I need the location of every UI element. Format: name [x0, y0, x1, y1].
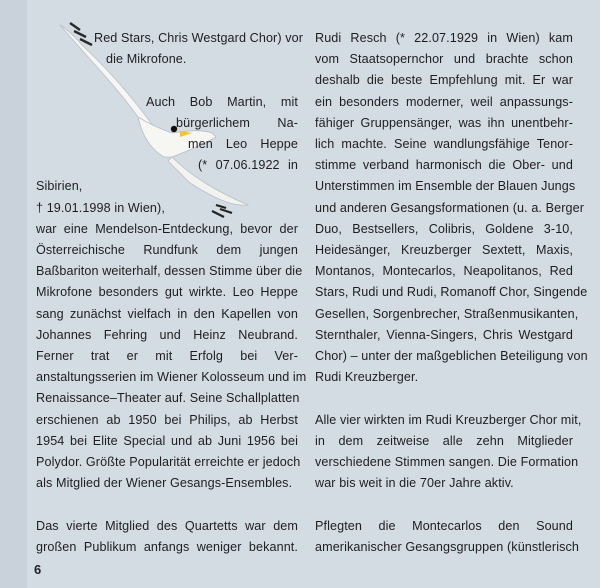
text-line: Unterstimmen im Ensemble der Blauen Jungs — [315, 179, 576, 194]
text-line: Gesellen, Sorgenbrecher, Straßenmusikanten, — [315, 306, 579, 321]
text-line: Duo, Bestsellers, Colibris, Goldene 3-10, — [315, 221, 573, 236]
page-number: 6 — [34, 562, 42, 577]
text-line: bürgerlichem Na- — [176, 115, 298, 130]
text-line: Auch Bob Martin, mit — [146, 94, 298, 109]
text-line: erschienen ab 1950 bei Philips, ab Herbst — [36, 412, 298, 427]
text-line: amerikanischer Gesangsgruppen (künstlerisch — [315, 539, 579, 554]
text-line: und anderen Gesangsformationen (u. a. Berger — [315, 200, 585, 215]
text-line: Chor) – unter der maßgeblichen Beteiligung von — [315, 349, 588, 364]
text-line: Rudi Kreuzberger. — [315, 370, 419, 385]
text-line: Das vierte Mitglied des Quartetts war dem — [36, 518, 298, 533]
left-paragraph-2 — [36, 92, 307, 495]
text-line: fähiger Gruppensänger, was ihn unentbehr- — [315, 115, 573, 130]
right-text-column — [315, 28, 588, 558]
text-line: verschiedene Stimmen sangen. Die Formation — [315, 455, 579, 470]
text-line: Montanos, Montecarlos, Neapolitanos, Red — [315, 264, 573, 279]
text-line: Red Stars, Chris Westgard Chor) vor — [94, 31, 304, 45]
text-line: vom Staatsopernchor und brachte schon — [315, 52, 573, 67]
text-line: Sternthaler, Vienna-Singers, Chris Westgard — [315, 327, 573, 342]
right-paragraph-3 — [315, 516, 579, 558]
text-line: Baßbariton weiterhalf, dessen Stimme über die — [36, 264, 303, 279]
text-line: Pflegten die Montecarlos den Sound — [315, 518, 573, 533]
left-paragraph-1 — [36, 28, 304, 70]
text-line: 1954 bei Elite Special und ab Juni 1956 bei — [36, 433, 298, 448]
text-line: war bis weit in die 70er Jahre aktiv. — [315, 476, 514, 491]
text-line: lich machte. Seine wandlungsfähige Tenor- — [315, 137, 573, 152]
text-line: men Leo Heppe — [188, 137, 298, 151]
text-line: in dem zeitweise alle zehn Mitglieder — [315, 433, 573, 448]
text-line: die Mikrofone. — [106, 52, 187, 67]
right-paragraph-1 — [315, 28, 588, 388]
text-line: Renaissance–Theater auf. Seine Schallplatten — [36, 391, 300, 406]
text-line: Johannes Fehring und Heinz Neubrand. — [36, 327, 298, 342]
text-line: (* 07.06.1922 in — [198, 158, 298, 173]
text-line: Sibirien, — [36, 179, 83, 194]
text-line: anstaltungsserien im Wiener Kolosseum und im — [36, 370, 307, 385]
text-line: war eine Mendelson-Entdeckung, bevor der — [36, 221, 298, 236]
right-paragraph-2 — [315, 410, 582, 495]
text-line: großen Publikum anfangs weniger bekannt. — [36, 539, 298, 554]
text-line: sang zunächst vielfach in den Kapellen von — [36, 306, 298, 321]
left-text-column — [36, 28, 307, 558]
text-line: Polydor. Größte Popularität erreichte er jedoch — [36, 455, 301, 470]
text-line: deshalb die beste Empfehlung mit. Er war — [315, 73, 573, 88]
left-paragraph-3 — [36, 516, 298, 558]
text-line: † 19.01.1998 in Wien), — [36, 200, 165, 215]
text-line: Mikrofone besonders gut wirkte. Leo Heppe — [36, 285, 298, 300]
text-line: Ferner trat er mit Erfolg bei Ver- — [36, 349, 298, 364]
text-line: Heidesänger, Kreuzberger Sextett, Maxis, — [315, 243, 573, 258]
text-line: Stars, Rudi und Rudi, Romanoff Chor, Singende — [315, 285, 588, 300]
text-line: stimme verband harmonisch die Ober- und — [315, 158, 573, 173]
text-line: als Mitglied der Wiener Gesangs-Ensembles. — [36, 476, 293, 491]
text-line: ein besonders moderner, weil anpassungs- — [315, 94, 573, 109]
text-line: Österreichische Rundfunk dem jungen — [36, 243, 298, 258]
text-line: Alle vier wirkten im Rudi Kreuzberger Chor mit, — [315, 412, 582, 427]
text-line: Rudi Resch (* 22.07.1929 in Wien) kam — [315, 31, 573, 45]
